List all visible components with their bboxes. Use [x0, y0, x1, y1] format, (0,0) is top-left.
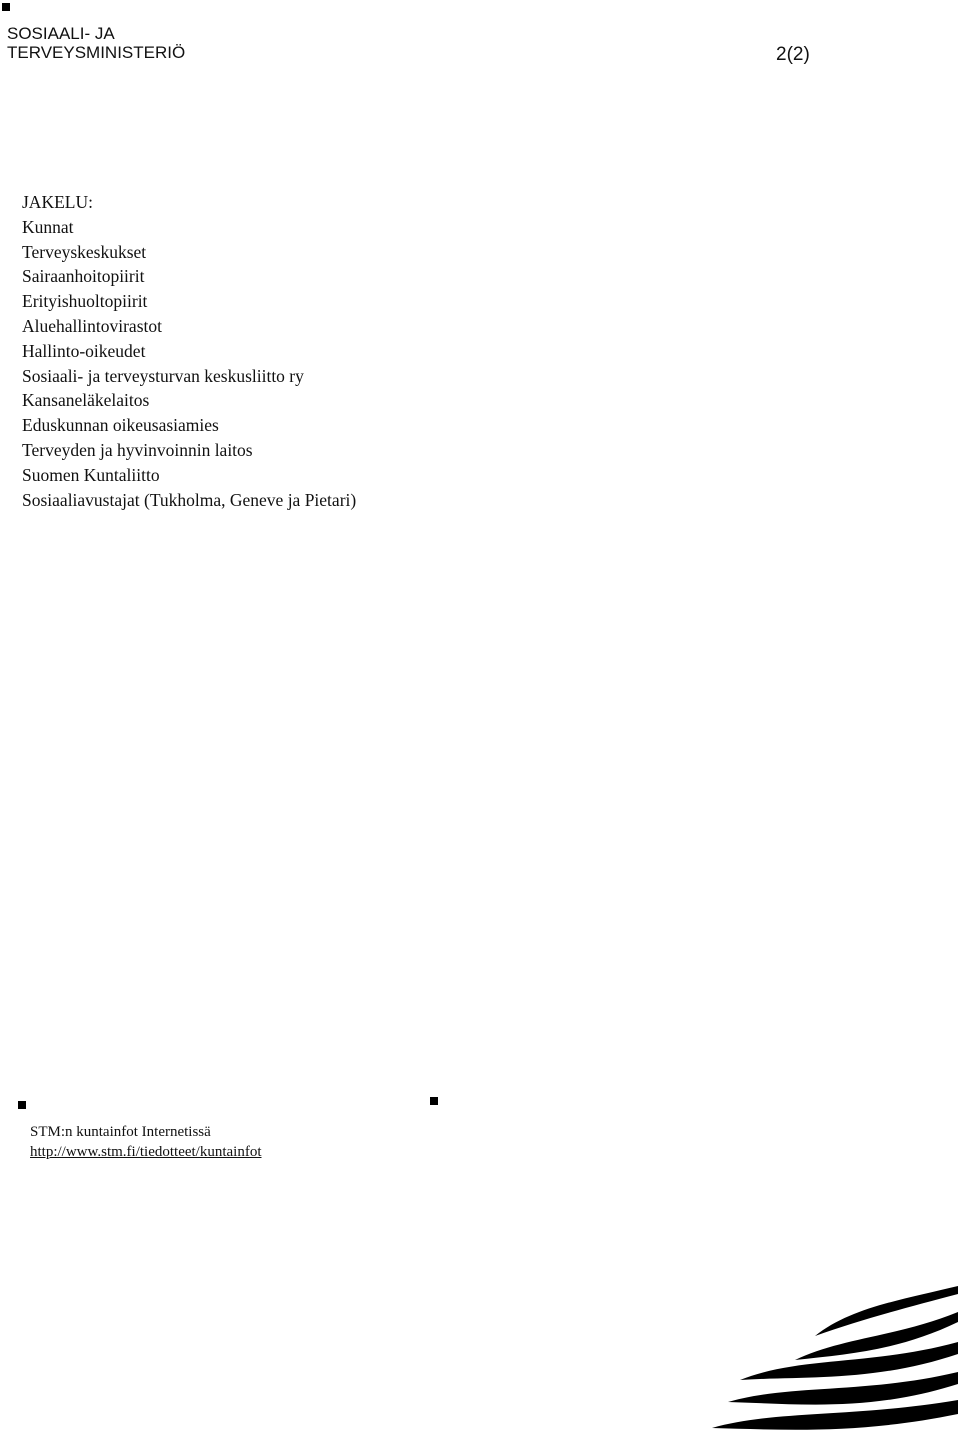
page-number: 2(2) [776, 44, 810, 65]
distribution-item: Sairaanhoitopiirit [22, 266, 145, 287]
footer-mark-left [18, 1101, 26, 1109]
distribution-heading: JAKELU: [22, 192, 93, 212]
corner-mark-top-left [2, 3, 10, 11]
footer-label: STM:n kuntainfot Internetissä [30, 1124, 211, 1140]
distribution-item: Hallinto-oikeudet [22, 340, 146, 361]
distribution-item: Sosiaaliavustajat (Tukholma, Geneve ja Pietari) [22, 489, 357, 510]
distribution-item: Eduskunnan oikeusasiamies [22, 415, 219, 436]
distribution-item: Terveyden ja hyvinvoinnin laitos [22, 439, 253, 460]
footer-url-link[interactable]: http://www.stm.fi/tiedotteet/kuntainfot [30, 1144, 262, 1160]
distribution-item: Aluehallintovirastot [22, 315, 162, 336]
distribution-list [22, 190, 356, 512]
distribution-item: Erityishuoltopiirit [22, 291, 148, 312]
distribution-item: Kansaneläkelaitos [22, 390, 150, 411]
ministry-name-line1: SOSIAALI- JA [7, 24, 115, 43]
footer-info [30, 1122, 262, 1162]
distribution-item: Kunnat [22, 216, 74, 237]
footer-mark-right [430, 1097, 438, 1105]
ministry-name-line2: TERVEYSMINISTERIÖ [7, 43, 186, 62]
ministry-name [7, 24, 185, 62]
distribution-item: Sosiaali- ja terveysturvan keskusliitto ry [22, 365, 304, 386]
distribution-item: Terveyskeskukset [22, 241, 147, 262]
stm-waves-logo-icon [700, 1278, 960, 1431]
distribution-item: Suomen Kuntaliitto [22, 464, 160, 485]
